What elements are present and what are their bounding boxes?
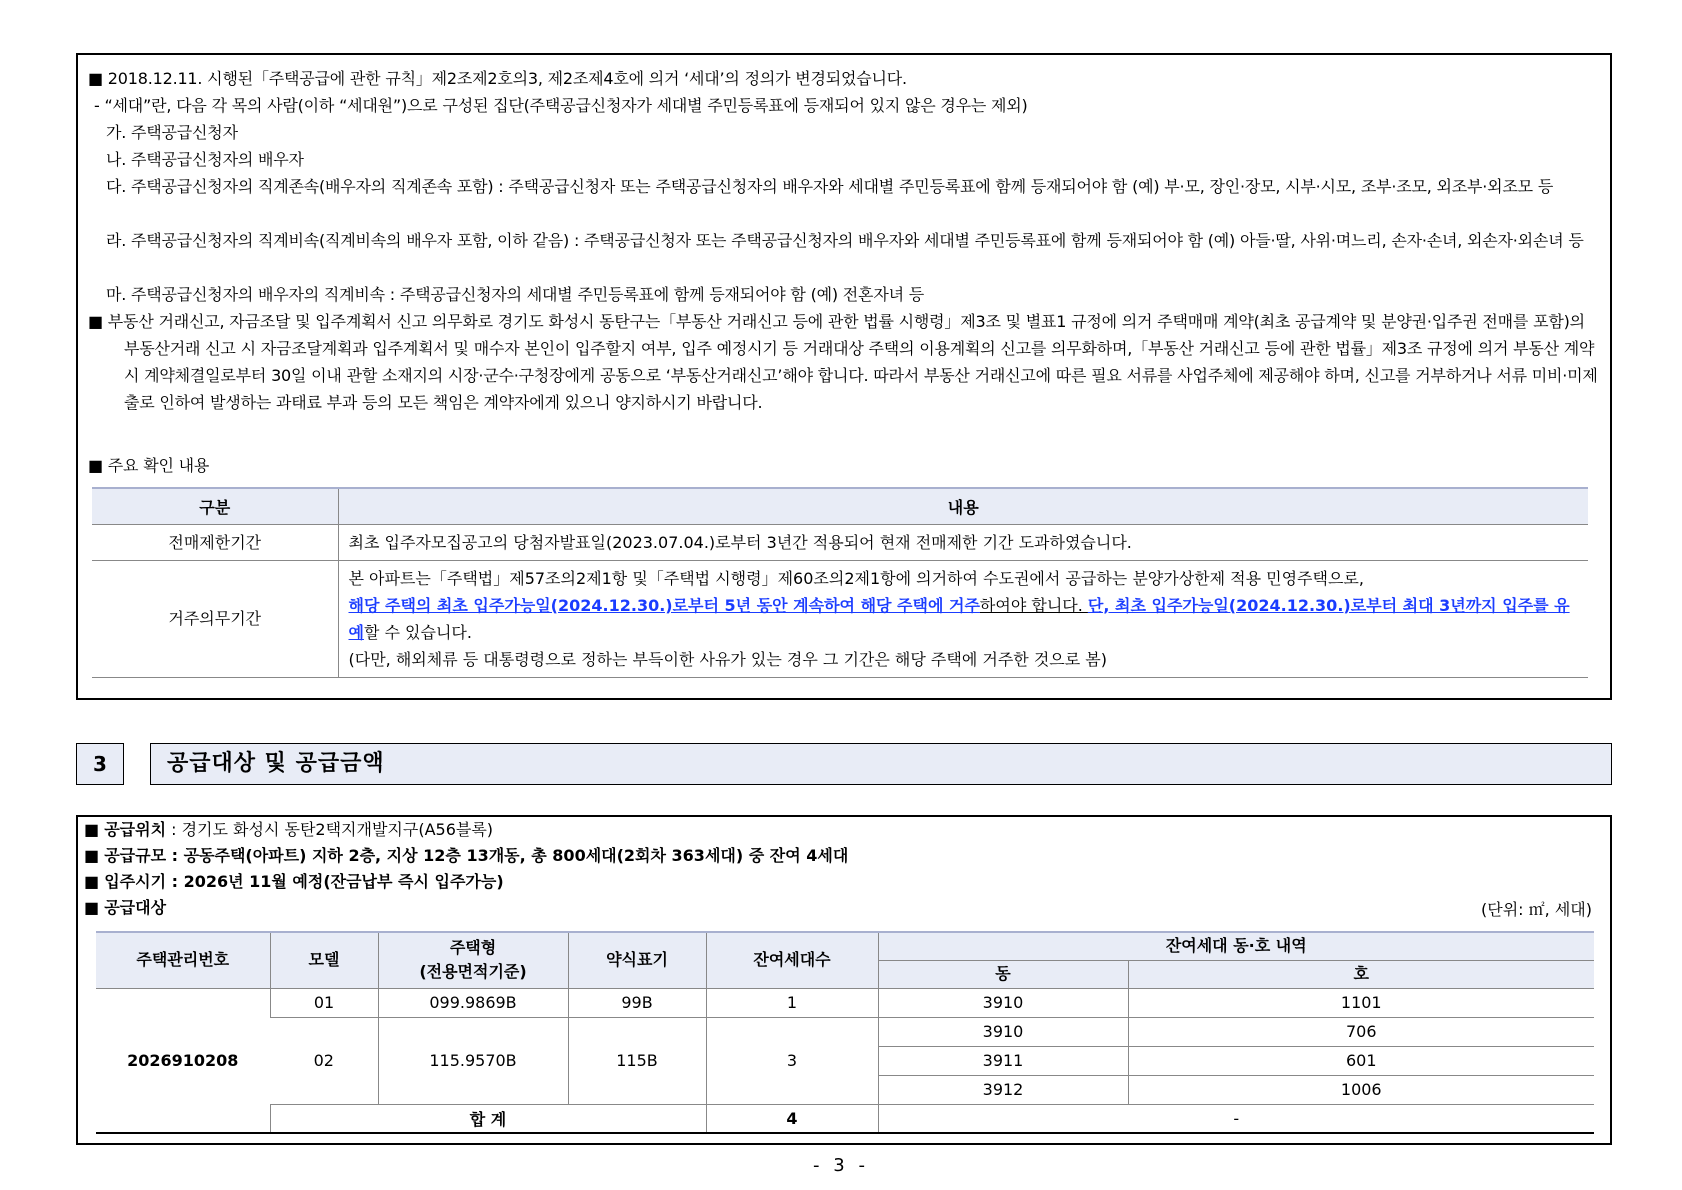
table-row: [96, 1017, 1594, 1046]
row1-type: 099.9869B: [378, 988, 568, 1017]
residence-duty-highlight-1: 해당 주택의 최초 입주가능일(2024.12.30.)로부터 5년 동안 계속하여 해당 주택에 거주: [348, 595, 980, 615]
notice-box: [76, 53, 1612, 700]
supply-move-in-value: : 2026년 11월 예정(잔금납부 즉시 입주가능): [166, 872, 504, 891]
notice-real-estate-report: ■ 부동산 거래신고, 자금조달 및 입주계획서 신고 의무화로 경기도 화성시 동탄구는「부동산 거래신고 등에 관한 법률 시행령」제3조 및 별표1 규정에 의거 주택매매 계약(최초 공급계약 및 분양권·입주권 전매를 포함)의 부동산거래 신고 시 자금조달계획과 입주계획서 및 매수자 본인이 입주할지 여부, 입주 예정시기 등 거래대상 주택의 이용계획의 신고를 의무화하며,「부동산 거래신고 등에 관한 법률」제3조 규정에 의거 부동산 계약 시 계약체결일로부터 30일 이내 관할 소재지의 시장·군수·구청장에게 공동으로 ‘부동산거래신고’해야 합니다. 따라서 부동산 거래신고에 따른 필요 서류를 사업주체에 제공해야 하며, 신고를 거부하거나 서류 미비·미제출로 인하여 발생하는 과태료 부과 등의 모든 책임은 계약자에게 있으니 양지하시기 바랍니다.: [88, 312, 1598, 412]
supply-location-value: : 경기도 화성시 동탄2택지개발지구(A56블록): [166, 820, 494, 839]
total-value: 4: [706, 1104, 878, 1133]
supply-scale-label: 공급규모: [104, 846, 167, 865]
row2-ho-1: 706: [1128, 1017, 1594, 1046]
supply-scale-value: : 공동주택(아파트) 지하 2층, 지상 12층 13개동, 총 800세대(2회차 363세대) 중 잔여 4세대: [166, 846, 849, 865]
row1-model: 01: [270, 988, 378, 1017]
key-check-table: [92, 487, 1588, 678]
row2-dong-2: 3911: [878, 1046, 1128, 1075]
col-type: [378, 932, 568, 988]
residence-duty-line1: 본 아파트는「주택법」제57조의2제1항 및「주택법 시행령」제60조의2제1항에 의거하여 수도권에서 공급하는 분양가상한제 적용 민영주택으로,: [348, 568, 1364, 588]
residence-duty-mid: 하여야 합니다.: [979, 595, 1088, 615]
supply-target-label: 공급대상: [104, 898, 167, 917]
supply-scale: ■ 공급규모 : 공동주택(아파트) 지하 2층, 지상 12층 13개동, 총 800세대(2회차 363세대) 중 잔여 4세대: [84, 846, 849, 865]
supply-location-label: 공급위치: [104, 820, 167, 839]
row2-remain: 3: [706, 1017, 878, 1104]
supply-move-in-label: 입주시기: [104, 872, 167, 891]
notice-item-da: 다. 주택공급신청자의 직계존속(배우자의 직계존속 포함) : 주택공급신청자 또는 주택공급신청자의 배우자와 세대별 주민등록표에 함께 등재되어야 함 (예) 부·모, 장인·장모, 시부·시모, 조부·조모, 외조부·외조모 등: [106, 177, 1554, 196]
col-content: 내용: [338, 488, 1588, 524]
table-row: [92, 560, 1588, 677]
section-title: 공급대상 및 공급금액: [150, 743, 1612, 785]
residence-duty-text: [338, 560, 1588, 677]
residence-duty-end: 할 수 있습니다.: [363, 622, 472, 642]
supply-target: ■ 공급대상: [84, 898, 167, 917]
supply-table: [96, 931, 1594, 1134]
resale-limit-label: 전매제한기간: [92, 524, 338, 560]
supply-location: ■ 공급위치 : 경기도 화성시 동탄2택지개발지구(A56블록): [84, 820, 494, 839]
col-dong: 동: [878, 960, 1128, 988]
mgmt-number: 2026910208: [96, 988, 270, 1133]
row1-dong: 3910: [878, 988, 1128, 1017]
residence-duty-highlight-2: 단, 최초 입주가능일(2024.12.30.)로부터 최대 3년까지 입주를 유예: [348, 595, 1570, 642]
notice-item-ma: 마. 주택공급신청자의 배우자의 직계비속 : 주택공급신청자의 세대별 주민등록표에 함께 등재되어야 함 (예) 전혼자녀 등: [106, 285, 924, 304]
row2-model: 02: [270, 1017, 378, 1104]
row2-type: 115.9570B: [378, 1017, 568, 1104]
section-number: 3: [76, 743, 124, 785]
table-row: [92, 524, 1588, 560]
row2-short: 115B: [568, 1017, 706, 1104]
total-detail: -: [878, 1104, 1594, 1133]
supply-move-in: ■ 입주시기 : 2026년 11월 예정(잔금납부 즉시 입주가능): [84, 872, 504, 891]
table-row-total: [96, 1104, 1594, 1133]
col-type-line1: 주택형: [449, 938, 497, 958]
notice-item-ra: 라. 주택공급신청자의 직계비속(직계비속의 배우자 포함, 이하 같음) : 주택공급신청자 또는 주택공급신청자의 배우자와 세대별 주민등록표에 함께 등재되어야 함 (예) 아들·딸, 사위·며느리, 손자·손녀, 외손자·외손녀 등: [106, 231, 1584, 250]
page-number: - 3 -: [813, 1155, 869, 1176]
notice-item-ga: 가. 주택공급신청자: [106, 123, 238, 142]
notice-item-na: 나. 주택공급신청자의 배우자: [106, 150, 304, 169]
col-short: 약식표기: [568, 932, 706, 988]
residence-duty-exception: (다만, 해외체류 등 대통령령으로 정하는 부득이한 사유가 있는 경우 그 기간은 해당 주택에 거주한 것으로 봄): [348, 649, 1107, 669]
notice-household-definition: ■ 2018.12.11. 시행된「주택공급에 관한 규칙」제2조제2호의3, 제2조제4호에 의거 ‘세대’의 정의가 변경되었습니다.: [88, 69, 907, 88]
residence-duty-label: 거주의무기간: [92, 560, 338, 677]
col-remain: 잔여세대수: [706, 932, 878, 988]
supply-box: [76, 815, 1612, 1145]
col-mgmt-no: 주택관리번호: [96, 932, 270, 988]
col-category: 구분: [92, 488, 338, 524]
notice-key-check-title: ■ 주요 확인 내용: [88, 456, 210, 475]
row2-dong-1: 3910: [878, 1017, 1128, 1046]
col-detail: 잔여세대 동·호 내역: [878, 932, 1594, 960]
row1-remain: 1: [706, 988, 878, 1017]
row2-ho-3: 1006: [1128, 1075, 1594, 1104]
row2-ho-2: 601: [1128, 1046, 1594, 1075]
table-row: [96, 988, 1594, 1017]
row1-short: 99B: [568, 988, 706, 1017]
row2-dong-3: 3912: [878, 1075, 1128, 1104]
col-ho: 호: [1128, 960, 1594, 988]
notice-household-sub: - “세대”란, 다음 각 목의 사람(이하 “세대원”)으로 구성된 집단(주택공급신청자가 세대별 주민등록표에 등재되어 있지 않은 경우는 제외): [94, 96, 1028, 115]
total-label: 합 계: [270, 1104, 706, 1133]
col-model: 모델: [270, 932, 378, 988]
resale-limit-text: 최초 입주자모집공고의 당첨자발표일(2023.07.04.)로부터 3년간 적용되어 현재 전매제한 기간 도과하였습니다.: [338, 524, 1588, 560]
row1-ho: 1101: [1128, 988, 1594, 1017]
unit-label: (단위: ㎡, 세대): [1481, 900, 1592, 919]
col-type-line2: (전용면적기준): [419, 962, 527, 982]
